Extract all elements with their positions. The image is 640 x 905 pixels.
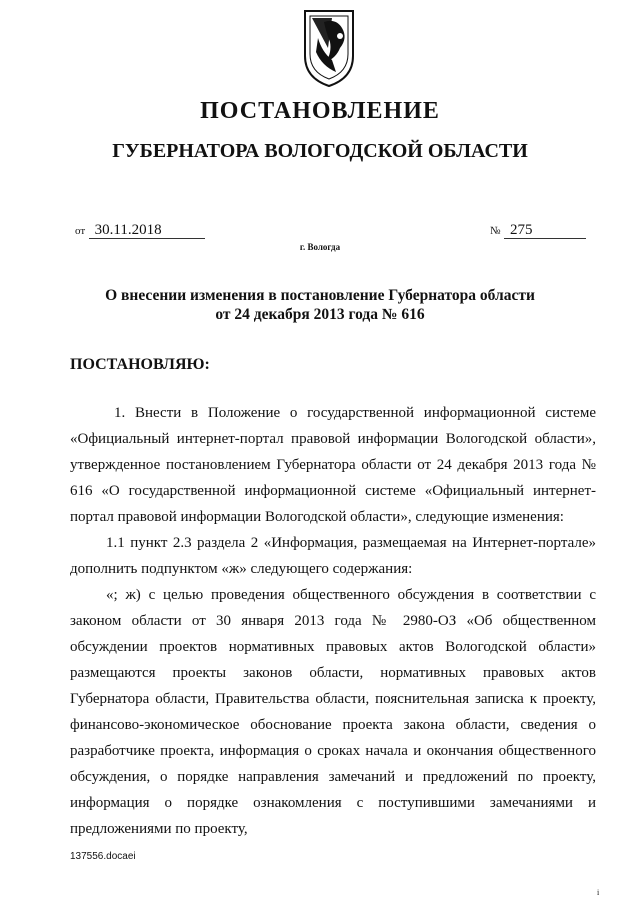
decree-heading: ПОСТАНОВЛЯЮ: xyxy=(70,356,210,373)
date-field xyxy=(75,222,205,239)
document-body xyxy=(70,400,596,842)
date-label: от xyxy=(75,225,86,237)
file-reference: 137556.docaei xyxy=(70,851,136,862)
subject-heading xyxy=(80,286,560,324)
paragraph-2: 1.1 пункт 2.3 раздела 2 «Информация, размещаемая на Интернет-портале» дополнить подпунктом «ж» следующего содержания: xyxy=(70,535,596,577)
subject-line-2: от 24 декабря 2013 года № 616 xyxy=(215,306,425,323)
page-mark: i xyxy=(597,888,600,897)
city-label: г. Вологда xyxy=(299,242,341,252)
paragraph-3: «; ж) с целью проведения общественного обсуждения в соответствии с законом области от 30 января 2013 года № 2980-ОЗ «Об общественном обсуждении проектов нормативных правовых актов Вологодской области» размещаются проекты законов области, нормативных правовых актов Губернатора области, Правительства области, пояснительная записка к проекту, финансово-экономическое обоснование проекта закона области, сведения о разработчике проекта, информация о сроках начала и окончания общественного обсуждения, о порядке направления замечаний и предложений по проекту, информация о порядке ознакомления с поступившими замечаниями и предложениями по проекту, xyxy=(70,587,596,837)
document-title: ПОСТАНОВЛЕНИЕ xyxy=(200,98,440,124)
coat-of-arms-icon xyxy=(302,8,356,88)
subject-line-1: О внесении изменения в постановление Губернатора области xyxy=(105,287,535,304)
number-label: № xyxy=(490,225,501,237)
date-value: 30.11.2018 xyxy=(89,222,205,239)
number-field xyxy=(490,222,586,239)
paragraph-1: 1. Внести в Положение о государственной информационной системе «Официальный интернет-портал правовой информации Вологодской области», утвержденное постановлением Губернатора области от 24 декабря 2013 года № 616 «О государственной информационной системе «Официальный интернет-портал правовой информации Вологодской области», следующие изменения: xyxy=(70,405,596,525)
document-subtitle: ГУБЕРНАТОРА ВОЛОГОДСКОЙ ОБЛАСТИ xyxy=(112,140,528,162)
number-value: 275 xyxy=(504,222,586,239)
